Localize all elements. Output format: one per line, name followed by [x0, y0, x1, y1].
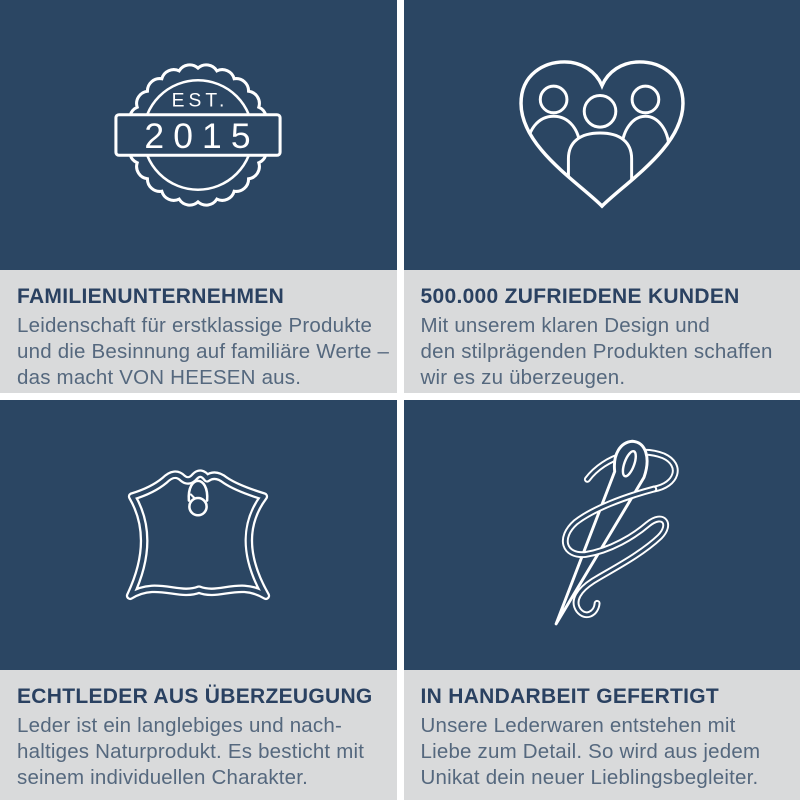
- needle-thread-icon: [519, 432, 685, 638]
- heart-family-icon: [513, 56, 691, 214]
- feature-body-leather: Leder ist ein langlebiges und nach- haltiges Naturprodukt. Es besticht mit seinem individuellen Charakter.: [17, 714, 365, 789]
- customers-icon-panel: [404, 0, 800, 270]
- feature-heading-family: FAMILIENUNTERNEHMEN: [17, 285, 285, 308]
- feature-card-family: [0, 0, 397, 393]
- feature-body-handmade: Unsere Lederwaren entstehen mit Liebe zum Detail. So wird aus jedem Unikat dein neuer Lieblingsbegleiter.: [420, 714, 761, 789]
- feature-heading-leather: ECHTLEDER AUS ÜBERZEUGUNG: [17, 685, 373, 708]
- leather-hide-icon: [122, 454, 274, 616]
- feature-heading-customers: 500.000 ZUFRIEDENE KUNDEN: [420, 285, 740, 308]
- feature-card-customers: [404, 0, 800, 393]
- customers-text-panel: [404, 270, 800, 393]
- family-icon-panel: [0, 0, 397, 270]
- feature-card-leather: [0, 400, 397, 800]
- feature-body-customers: Mit unserem klaren Design und den stilprägenden Produkten schaffen wir es zu überzeugen.: [420, 314, 773, 389]
- handmade-icon-panel: [404, 400, 800, 670]
- leather-text-panel: [0, 670, 397, 800]
- family-text-panel: [0, 270, 397, 393]
- badge-est-label: EST.: [171, 90, 229, 112]
- feature-heading-handmade: IN HANDARBEIT GEFERTIGT: [420, 685, 720, 708]
- handmade-text-panel: [404, 670, 800, 800]
- feature-card-handmade: [404, 400, 800, 800]
- feature-body-family: Leidenschaft für erstklassige Produkte und die Besinnung auf familiäre Werte – das macht VON HEESEN aus.: [17, 314, 390, 389]
- leather-icon-panel: [0, 400, 397, 670]
- est-2015-badge-icon: [110, 59, 286, 211]
- badge-year-label: 2015: [144, 116, 260, 157]
